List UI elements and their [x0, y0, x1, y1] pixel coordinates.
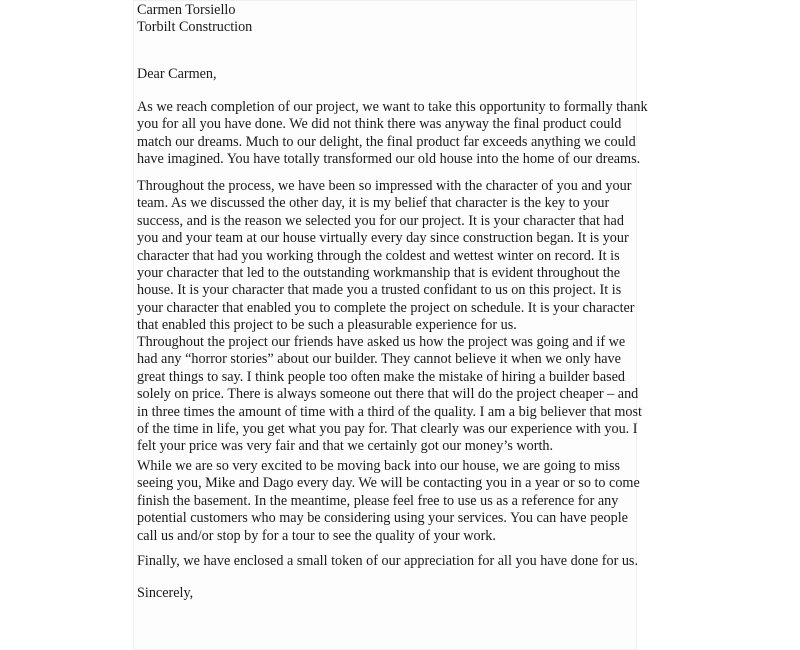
recipient-company: Torbilt Construction [137, 19, 253, 36]
paragraph-line: seeing you, Mike and Dago every day. We will be contacting you in a year or so to come [137, 475, 640, 492]
paragraph-line: you and your team at our house virtually every day since construction began. It is your [137, 230, 629, 247]
paragraph-1 [137, 99, 648, 169]
paragraph-line: house. It is your character that made you a trusted confidant to us on this project. It is [137, 282, 622, 299]
paragraph-line: match our dreams. Much to our delight, the final product far exceeds anything we could [137, 133, 636, 150]
paragraph-line: As we reach completion of our project, we want to take this opportunity to formally thank [137, 99, 648, 115]
paragraph-line: call us and/or stop by for a tour to see the quality of your work. [137, 527, 496, 544]
paragraph-line: Finally, we have enclosed a small token of our appreciation for all you have done for us. [137, 553, 639, 569]
paragraph-4 [137, 458, 640, 545]
paragraph-line: team. As we discussed the other day, it is my belief that character is the key to your [137, 195, 610, 212]
paragraph-line: have imagined. You have totally transformed our old house into the home of our dreams. [137, 151, 641, 168]
paragraph-line: great things to say. I think people too often make the mistake of hiring a builder based [137, 368, 626, 385]
recipient-address [137, 2, 252, 37]
paragraph-5 [137, 553, 638, 570]
paragraph-line: success, and is the reason we selected you for our project. It is your character that had [137, 212, 624, 229]
closing: Sincerely, [137, 585, 194, 601]
recipient-name: Carmen Torsiello [137, 2, 236, 18]
paragraph-line: solely on price. There is always someone out there that will do the project cheaper – and [137, 386, 639, 403]
paragraph-3 [137, 334, 642, 456]
paragraph-line: finish the basement. In the meantime, please feel free to use us as a reference for any [137, 492, 619, 509]
paragraph-line: Throughout the project our friends have asked us how the project was going and if we [137, 334, 626, 350]
paragraph-line: potential customers who may be considering using your services. You can have people [137, 510, 628, 527]
salutation: Dear Carmen, [137, 66, 217, 82]
paragraph-2 [137, 178, 635, 335]
paragraph-line: in three times the amount of time with a third of the quality. I am a big believer that most [137, 403, 642, 420]
paragraph-line: felt your price was very fair and that we certainly got our money’s worth. [137, 438, 554, 455]
paragraph-line: had any “horror stories” about our builder. They cannot believe it when we only have [137, 351, 621, 368]
paragraph-line: you for all you have done. We did not think there was anyway the final product could [137, 116, 622, 133]
paragraph-line: Throughout the process, we have been so impressed with the character of you and your [137, 178, 632, 194]
paragraph-line: of the time in life, you get what you pay for. That clearly was our experience with you. I [137, 421, 638, 438]
paragraph-line: While we are so very excited to be moving back into our house, we are going to miss [137, 458, 621, 474]
paragraph-line: that enabled this project to be such a pleasurable experience for us. [137, 317, 517, 334]
paragraph-line: your character that enabled you to complete the project on schedule. It is your character [137, 299, 635, 316]
paragraph-line: character that had you working through the coldest and wettest winter on record. It is [137, 247, 620, 264]
paragraph-line: your character that led to the outstanding workmanship that is evident throughout the [137, 265, 621, 282]
